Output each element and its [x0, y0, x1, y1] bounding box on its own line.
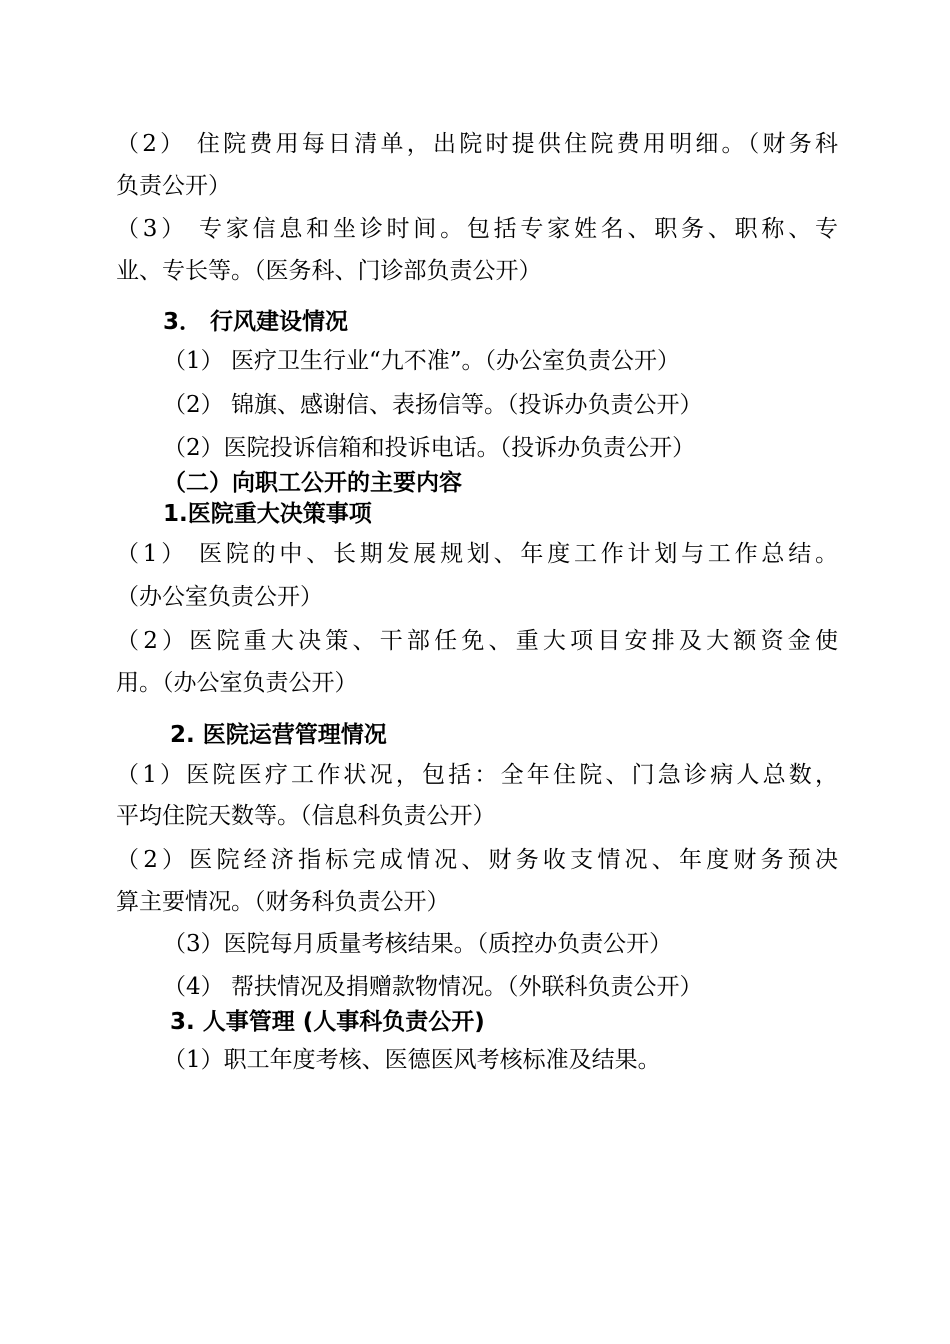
section-heading: 3． 行风建设情况 — [163, 309, 349, 335]
section-heading: （二）向职工公开的主要内容 — [163, 470, 462, 496]
paragraph-line: （3） 专家信息和坐诊时间。包括专家姓名、职务、职称、专 — [116, 216, 838, 242]
paragraph-line: （1） 医疗卫生行业“九不准”。（办公室负责公开） — [163, 348, 680, 374]
paragraph-line: （办公室负责公开） — [116, 584, 323, 610]
paragraph-line: 用。（办公室负责公开） — [116, 670, 358, 696]
paragraph-line: （2）医院经济指标完成情况、财务收支情况、年度财务预决 — [116, 847, 838, 873]
paragraph-line: 负责公开） — [116, 173, 231, 199]
paragraph-line: 算主要情况。（财务科负责公开） — [116, 889, 450, 915]
paragraph-line: （3）医院每月质量考核结果。（质控办负责公开） — [163, 931, 673, 957]
section-heading: 2. 医院运营管理情况 — [170, 722, 387, 748]
paragraph-line: 业、专长等。（医务科、门诊部负责公开） — [116, 258, 542, 284]
paragraph-line: （2） 锦旗、感谢信、表扬信等。（投诉办负责公开） — [163, 392, 703, 418]
section-heading: 1.医院重大决策事项 — [163, 501, 372, 527]
section-heading: 3. 人事管理 (人事科负责公开) — [170, 1009, 485, 1035]
paragraph-line: （2）医院重大决策、干部任免、重大项目安排及大额资金使 — [116, 628, 838, 654]
paragraph-line: （1） 医院的中、长期发展规划、年度工作计划与工作总结。 — [116, 541, 838, 567]
paragraph-line: （1）职工年度考核、医德医风考核标准及结果。 — [163, 1047, 661, 1073]
paragraph-line: （2） 住院费用每日清单，出院时提供住院费用明细。（财务科 — [116, 131, 838, 157]
paragraph-line: （2）医院投诉信箱和投诉电话。（投诉办负责公开） — [163, 435, 696, 461]
paragraph-line: （4） 帮扶情况及捐赠款物情况。（外联科负责公开） — [163, 974, 703, 1000]
paragraph-line: 平均住院天数等。（信息科负责公开） — [116, 803, 496, 829]
paragraph-line: （1）医院医疗工作状况，包括：全年住院、门急诊病人总数， — [116, 762, 838, 788]
